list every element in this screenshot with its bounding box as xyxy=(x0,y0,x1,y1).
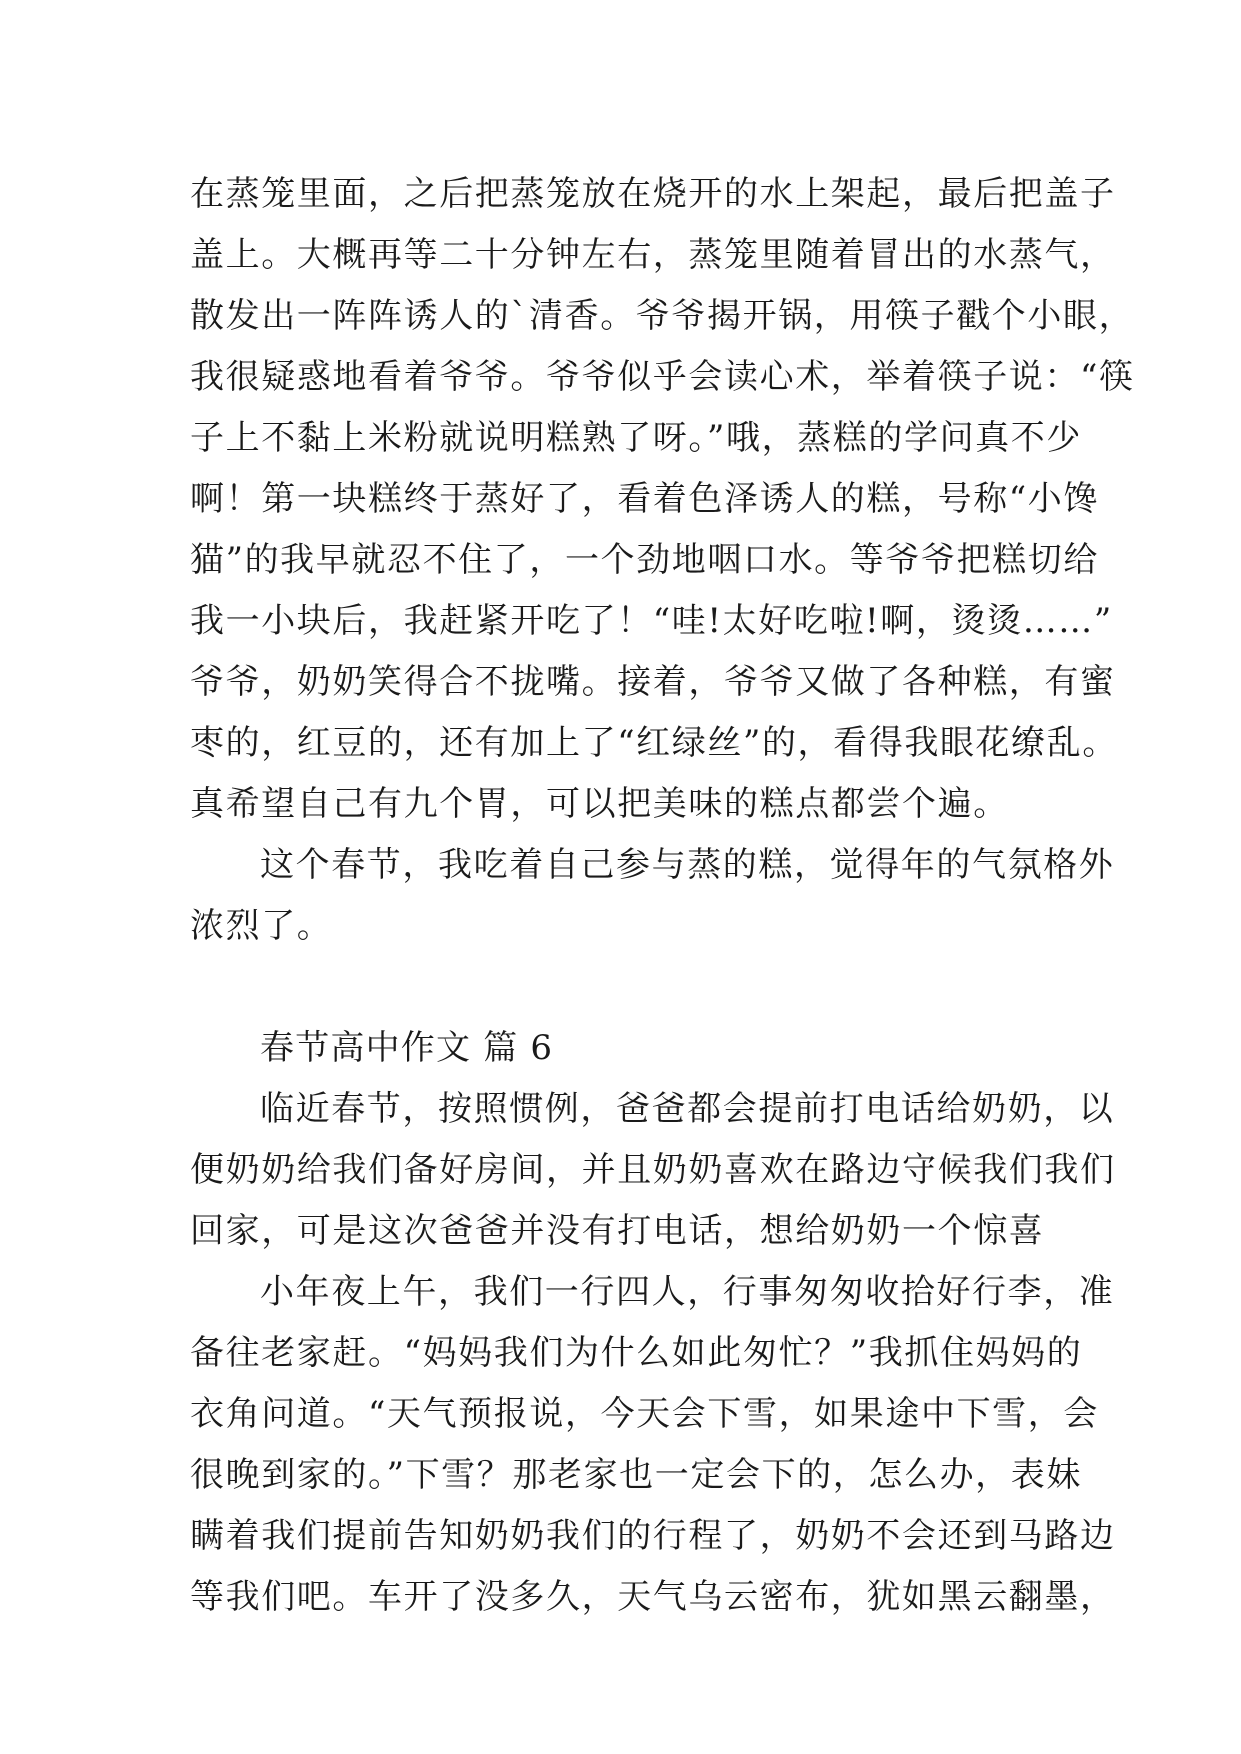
paragraph-start-line: 临近春节，按照惯例，爸爸都会提前打电话给奶奶，以 xyxy=(260,1089,1115,1129)
paragraph-gap xyxy=(190,957,1070,1018)
document-page xyxy=(190,164,1135,1628)
text-line: 真希望自己有九个胃，可以把美味的糕点都尝个遍。 xyxy=(190,784,1009,824)
text-line: 枣的，红豆的，还有加上了“红绿丝”的，看得我眼花缭乱。 xyxy=(190,723,1118,763)
text-line: 很晚到家的。”下雪？那老家也一定会下的，怎么办，表妹 xyxy=(190,1455,1082,1495)
text-line: 衣角问道。“天气预报说，今天会下雪，如果途中下雪，会 xyxy=(190,1394,1099,1434)
text-line: 盖上。大概再等二十分钟左右，蒸笼里随着冒出的水蒸气， xyxy=(190,235,1116,275)
text-line: 瞒着我们提前告知奶奶我们的行程了，奶奶不会还到马路边 xyxy=(190,1516,1116,1556)
text-line: 在蒸笼里面，之后把蒸笼放在烧开的水上架起，最后把盖子 xyxy=(190,174,1116,214)
text-line: 散发出一阵阵诱人的`清香。爷爷揭开锅，用筷子戳个小眼， xyxy=(190,296,1135,336)
text-line: 备往老家赶。“妈妈我们为什么如此匆忙？”我抓住妈妈的 xyxy=(190,1333,1083,1373)
text-line: 浓烈了。 xyxy=(190,906,333,946)
text-line: 猫”的我早就忍不住了，一个劲地咽口水。等爷爷把糕切给 xyxy=(190,540,1099,580)
text-line: 啊！第一块糕终于蒸好了，看着色泽诱人的糕，号称“小馋 xyxy=(190,479,1099,519)
text-line: 我一小块后，我赶紧开吃了！“哇!太好吃啦!啊，烫烫……” xyxy=(190,601,1113,641)
text-line: 我很疑惑地看着爷爷。爷爷似乎会读心术，举着筷子说：“筷 xyxy=(190,357,1135,397)
text-line: 便奶奶给我们备好房间，并且奶奶喜欢在路边守候我们我们 xyxy=(190,1150,1116,1190)
text-line: 子上不黏上米粉就说明糕熟了呀。”哦，蒸糕的学问真不少 xyxy=(190,418,1082,458)
paragraph-start-line: 小年夜上午，我们一行四人，行事匆匆收拾好行李，准 xyxy=(260,1272,1115,1312)
section-heading: 春节高中作文 篇 6 xyxy=(260,1028,554,1068)
text-line: 爷爷，奶奶笑得合不拢嘴。接着，爷爷又做了各种糕，有蜜 xyxy=(190,662,1116,702)
paragraph-start-line: 这个春节，我吃着自己参与蒸的糕，觉得年的气氛格外 xyxy=(260,845,1115,885)
text-line: 等我们吧。车开了没多久，天气乌云密布，犹如黑云翻墨， xyxy=(190,1577,1116,1617)
text-line: 回家，可是这次爸爸并没有打电话，想给奶奶一个惊喜 xyxy=(190,1211,1045,1251)
